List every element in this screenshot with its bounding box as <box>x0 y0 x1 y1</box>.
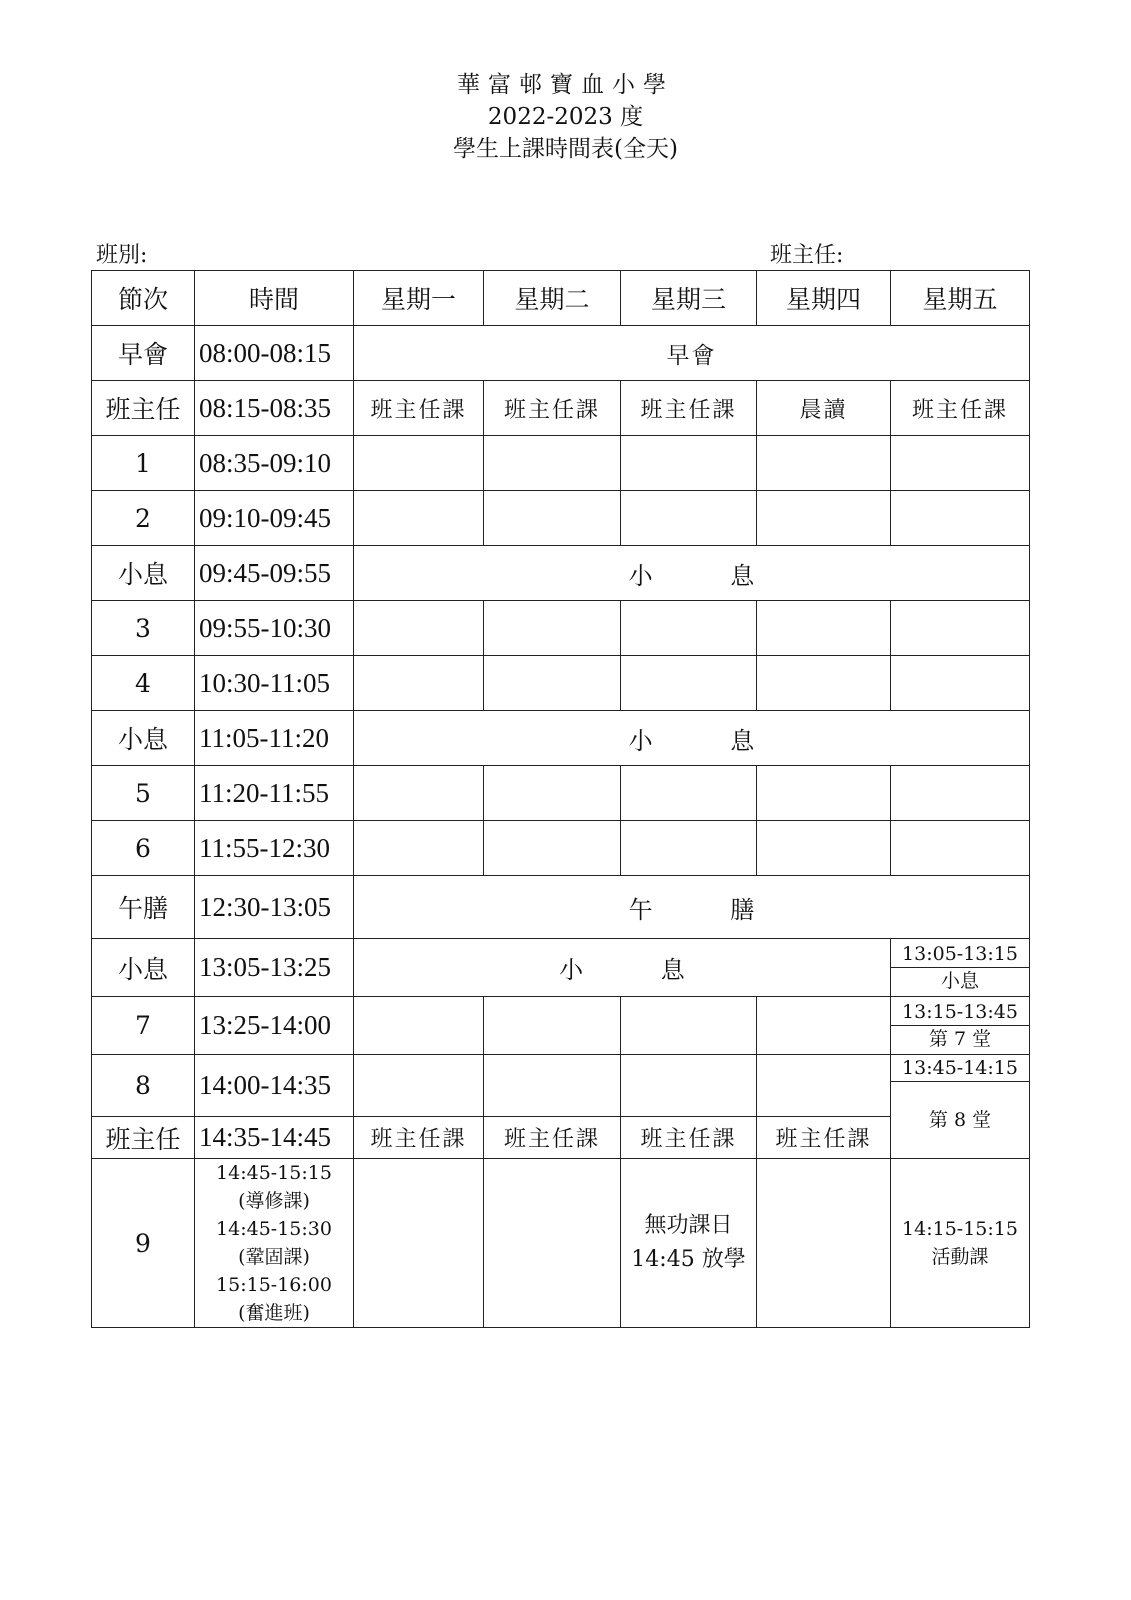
col-header-fri: 星期五 <box>891 271 1030 326</box>
time-cell-multi <box>195 1159 354 1328</box>
period-cell: 9 <box>92 1159 195 1328</box>
fri-cell <box>891 656 1030 711</box>
col-header-wed: 星期三 <box>621 271 757 326</box>
wed-cell <box>621 656 757 711</box>
thu-cell <box>757 1055 891 1117</box>
wed-cell: 班主任課 <box>621 381 757 436</box>
thu-cell <box>757 821 891 876</box>
period-cell: 7 <box>92 997 195 1055</box>
mon-cell <box>354 766 484 821</box>
wed-line: 14:45 放學 <box>631 1247 746 1272</box>
table-row <box>92 876 1030 939</box>
period-cell: 小息 <box>92 711 195 766</box>
time-cell: 14:35-14:45 <box>195 1117 354 1159</box>
wed-cell <box>621 997 757 1055</box>
tue-cell <box>484 491 621 546</box>
table-row <box>92 436 1030 491</box>
fri-line: 活動課 <box>931 1246 989 1268</box>
time-cell: 12:30-13:05 <box>195 876 354 939</box>
thu-cell <box>757 491 891 546</box>
time-cell: 10:30-11:05 <box>195 656 354 711</box>
time-cell: 13:05-13:25 <box>195 939 354 997</box>
time-cell: 11:55-12:30 <box>195 821 354 876</box>
wed-cell <box>621 1159 757 1328</box>
mon-cell <box>354 491 484 546</box>
time-cell: 11:05-11:20 <box>195 711 354 766</box>
table-row <box>92 491 1030 546</box>
period-cell: 6 <box>92 821 195 876</box>
tue-cell <box>484 1159 621 1328</box>
fri-time: 13:05-13:15 <box>902 943 1018 965</box>
mon-cell <box>354 601 484 656</box>
fri-cell <box>891 436 1030 491</box>
tue-cell: 班主任課 <box>484 381 621 436</box>
col-header-tue: 星期二 <box>484 271 621 326</box>
wed-line: 無功課日 <box>644 1213 733 1238</box>
tue-cell <box>484 766 621 821</box>
wed-cell <box>621 766 757 821</box>
table-row <box>92 326 1030 381</box>
period-cell: 1 <box>92 436 195 491</box>
time-cell: 09:55-10:30 <box>195 601 354 656</box>
timetable <box>91 270 1030 1328</box>
fri-split-cell <box>891 997 1030 1055</box>
tue-cell <box>484 656 621 711</box>
period-cell: 4 <box>92 656 195 711</box>
teacher-label: 班主任: <box>770 243 844 268</box>
tue-cell <box>484 436 621 491</box>
table-row <box>92 546 1030 601</box>
table-row <box>92 939 1030 997</box>
time-line: 14:45-15:30 <box>216 1218 332 1240</box>
thu-cell <box>757 1159 891 1328</box>
fri-label: 第 8 堂 <box>891 1081 1029 1158</box>
mon-cell <box>354 436 484 491</box>
thu-cell <box>757 436 891 491</box>
mon-cell <box>354 821 484 876</box>
school-name: 華富邨寶血小學 <box>457 72 674 98</box>
period-cell: 早會 <box>92 326 195 381</box>
time-line: 15:15-16:00 <box>216 1274 332 1296</box>
table-row <box>92 656 1030 711</box>
fri-time: 13:15-13:45 <box>902 1001 1018 1023</box>
period-cell: 5 <box>92 766 195 821</box>
table-row <box>92 766 1030 821</box>
fri-cell <box>891 601 1030 656</box>
thu-cell <box>757 766 891 821</box>
header-row <box>92 271 1030 326</box>
fri-time: 13:45-14:15 <box>902 1057 1018 1079</box>
time-cell: 08:15-08:35 <box>195 381 354 436</box>
mon-cell <box>354 1159 484 1328</box>
period-cell: 班主任 <box>92 381 195 436</box>
period-cell: 2 <box>92 491 195 546</box>
period-cell: 午膳 <box>92 876 195 939</box>
thu-cell <box>757 997 891 1055</box>
mon-cell <box>354 656 484 711</box>
col-header-thu: 星期四 <box>757 271 891 326</box>
time-cell: 09:10-09:45 <box>195 491 354 546</box>
fri-label: 第 7 堂 <box>891 1025 1029 1052</box>
time-line: 14:45-15:15 <box>216 1162 332 1184</box>
wed-cell: 班主任課 <box>621 1117 757 1159</box>
wed-cell <box>621 491 757 546</box>
tue-cell <box>484 821 621 876</box>
wed-cell <box>621 436 757 491</box>
period-cell: 3 <box>92 601 195 656</box>
break-span: 小 息 <box>354 711 1030 766</box>
table-row <box>92 381 1030 436</box>
fri-cell: 班主任課 <box>891 381 1030 436</box>
timetable-title: 學生上課時間表(全天) <box>453 136 678 162</box>
assembly-span: 早會 <box>354 326 1030 381</box>
table-row <box>92 821 1030 876</box>
time-line: (導修課) <box>238 1190 310 1212</box>
break-span: 小 息 <box>354 546 1030 601</box>
col-header-period: 節次 <box>92 271 195 326</box>
thu-cell: 班主任課 <box>757 1117 891 1159</box>
tue-cell <box>484 601 621 656</box>
time-cell: 13:25-14:00 <box>195 997 354 1055</box>
period-cell: 小息 <box>92 939 195 997</box>
class-label: 班別: <box>96 243 148 268</box>
period-cell: 小息 <box>92 546 195 601</box>
time-line: (奮進班) <box>238 1302 310 1324</box>
thu-cell: 晨讀 <box>757 381 891 436</box>
tue-cell <box>484 997 621 1055</box>
mon-cell <box>354 1055 484 1117</box>
mon-cell <box>354 997 484 1055</box>
fri-line: 14:15-15:15 <box>902 1218 1018 1240</box>
mon-cell: 班主任課 <box>354 1117 484 1159</box>
time-cell: 11:20-11:55 <box>195 766 354 821</box>
tue-cell <box>484 1055 621 1117</box>
lunch-span: 午 膳 <box>354 876 1030 939</box>
table-row <box>92 1159 1030 1328</box>
fri-cell <box>891 491 1030 546</box>
time-cell: 09:45-09:55 <box>195 546 354 601</box>
fri-label: 小息 <box>891 967 1029 994</box>
table-row <box>92 997 1030 1055</box>
period-cell: 班主任 <box>92 1117 195 1159</box>
time-cell: 14:00-14:35 <box>195 1055 354 1117</box>
wed-cell <box>621 1055 757 1117</box>
col-header-mon: 星期一 <box>354 271 484 326</box>
table-row <box>92 601 1030 656</box>
thu-cell <box>757 656 891 711</box>
break-span: 小 息 <box>354 939 891 997</box>
fri-split-cell <box>891 939 1030 997</box>
wed-cell <box>621 821 757 876</box>
fri-cell <box>891 766 1030 821</box>
table-row <box>92 1055 1030 1117</box>
tue-cell: 班主任課 <box>484 1117 621 1159</box>
time-cell: 08:35-09:10 <box>195 436 354 491</box>
thu-cell <box>757 601 891 656</box>
table-row <box>92 1117 1030 1159</box>
col-header-time: 時間 <box>195 271 354 326</box>
fri-cell <box>891 821 1030 876</box>
wed-cell <box>621 601 757 656</box>
mon-cell: 班主任課 <box>354 381 484 436</box>
table-row <box>92 711 1030 766</box>
time-line: (鞏固課) <box>238 1246 310 1268</box>
fri-cell <box>891 1159 1030 1328</box>
fri-split-cell <box>891 1055 1030 1159</box>
period-cell: 8 <box>92 1055 195 1117</box>
time-cell: 08:00-08:15 <box>195 326 354 381</box>
school-year: 2022-2023 度 <box>487 104 644 130</box>
